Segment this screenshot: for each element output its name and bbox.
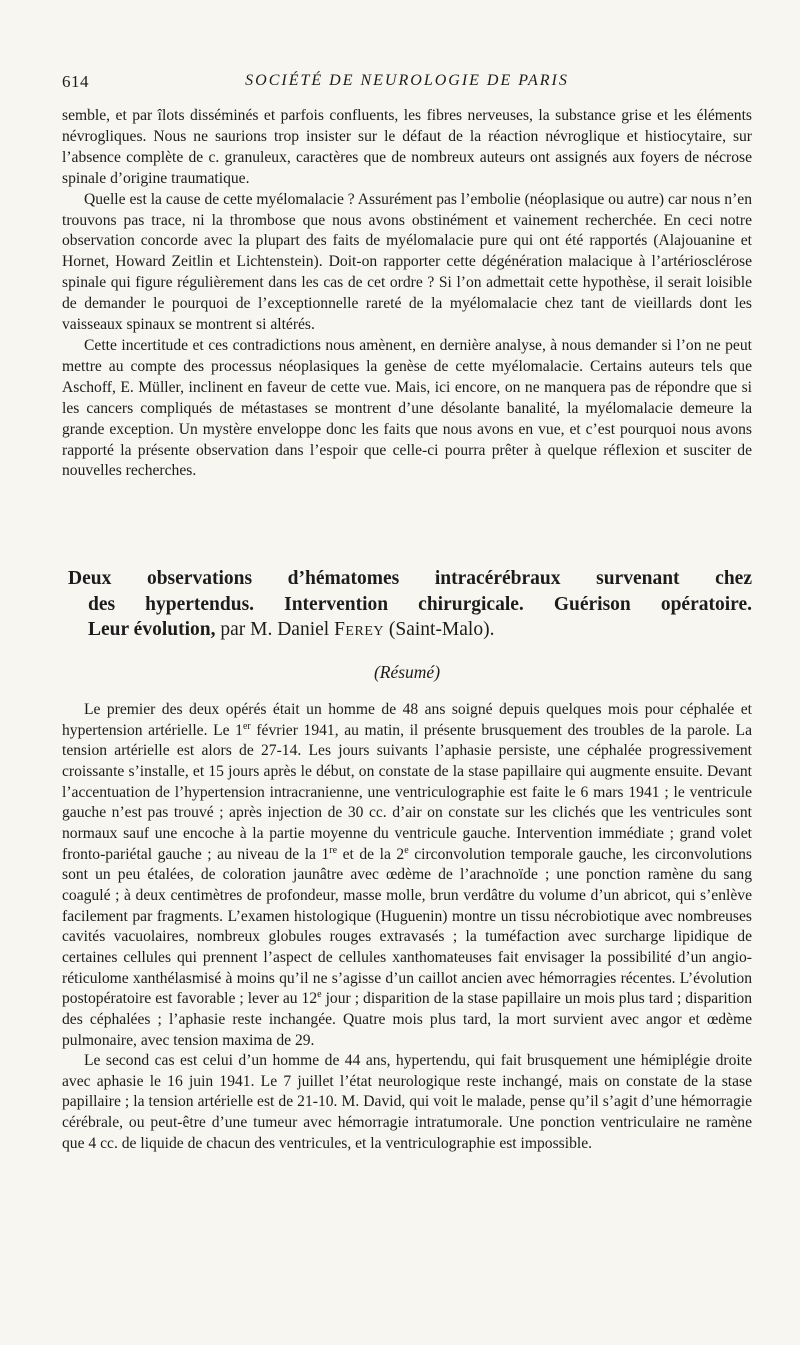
- article-title-line-3: [68, 617, 752, 643]
- article-byline: par M. Daniel: [215, 619, 335, 640]
- running-title: SOCIÉTÉ DE NEUROLOGIE DE PARIS: [245, 72, 569, 89]
- superscript-e: e: [404, 844, 409, 856]
- intro-paragraph-1: semble, et par îlots disséminés et parfois confluents, les fibres nerveuses, la substance grise et les éléments névrogliques. Nous ne saurions trop insister sur le défaut de la réaction névroglique et histiocytaire, sur l’absence complète de c. granuleux, caractères que de nombreux auteurs ont assignés aux foyers de nécrose spinale d’origine traumatique.: [62, 107, 752, 187]
- intro-paragraph-3: Cette incertitude et ces contradictions nous amènent, en dernière analyse, à nous demander si l’on ne peut mettre au compte des processus néoplasiques la genèse de cette myélomalacie. Certains auteurs tels que Aschoff, E. Müller, inclinent en faveur de cette vue. Mais, ici encore, on ne manquera pas de répondre que si les cancers compliqués de métastases se montrent d’une désolante banalité, la myélomalacie demeure la grande exception. Un mystère enveloppe donc les faits que nous avons en vue, et c’est pourquoi nous avons rapporté la présente observation dans l’espoir que celle-ci pourra prêter à quelque réflexion et susciter de nouvelles recherches.: [62, 336, 752, 480]
- superscript-re: re: [329, 844, 338, 856]
- article-title: [68, 566, 752, 643]
- previous-article-conclusion: [62, 106, 752, 482]
- article-paragraph-2: Le second cas est celui d’un homme de 44 ans, hypertendu, qui fait brusquement une hémiplégie droite avec aphasie le 16 juin 1941. Le 7 juillet l’état neurologique reste inchangé, mais on constate de la stase papillaire ; la tension artérielle est de 21-10. M. David, qui voit le malade, pense qu’il s’agit d’une hémorragie cérébrale, ou peut-être d’une tumeur avec hémorragie intratumorale. Une ponction ventriculaire ne ramène que 4 cc. de liquide de chacun des ventricules, et la ventriculographie est impossible.: [62, 1052, 752, 1152]
- resume-label: (Résumé): [373, 662, 441, 682]
- article-p1-part-b: février 1941, au matin, il présente brusquement des troubles de la parole. La tension artérielle est alors de 27-14. Les jours suivants l’aphasie persiste, une céphalée progressivement croissante s’installe, et 15 jours après le début, on constate de la stase papillaire qui augmente ensuite. Devant l’accentuation de l’hypertension intracranienne, une ventriculographie est faite le 6 mars 1941 ; le ventricule gauche n’est pas trouvé ; après injection de 30 cc. d’air on constate sur les clichés que les ventricules sont normaux sauf une encoche à la partie moyenne du ventricule gauche. Intervention immédiate ; grand volet fronto-pariétal gauche ; au niveau de la 1: [62, 721, 752, 863]
- author-surname: Ferey: [334, 619, 384, 640]
- article-title-line-2: des hypertendus. Intervention chirurgicale. Guérison opératoire.: [88, 593, 752, 615]
- article-p1-part-d: circonvolution temporale gauche, les circonvolutions sont un peu étalées, de coloration jaunâtre avec œdème de l’arachnoïde ; une ponction ramène du sang coagulé ; à deux centimètres de profondeur, masse molle, brun verdâtre du volume d’un abricot, qui s’enlève facilement par fragments. L’examen histologique (Huguenin) montre un tissu nécrobiotique avec nombreuses cavités vacuolaires, nombreux globules rouges extravasés ; la tuméfaction avec surcharge lipidique de certaines cellules qui prennent l’aspect de cellules xanthomateuses fait envisager la possibilité d’un angio-réticulome xanthélasmisé à moins qu’il ne s’agisse d’un caillot ancien avec hémorragies récentes. L’évolution postopératoire est favorable ; lever au 12: [62, 845, 752, 1008]
- page-header: [62, 72, 752, 94]
- superscript-er: er: [242, 720, 251, 732]
- article-p1-part-a: Le premier des deux opérés était un homme de 48 ans soigné depuis quelques mois pour céphalée et hypertension artérielle. Le 1: [62, 701, 752, 739]
- article-p1-part-e: jour ; disparition de la stase papillaire un mois plus tard ; disparition des céphalées ; l’aphasie reste inchangée. Quatre mois plus tard, la mort survient avec angor et œdème pulmonaire, avec tension maxima de 29.: [62, 990, 752, 1049]
- article-body: [62, 700, 752, 1154]
- article-title-line-1: Deux observations d’hématomes intracérébraux survenant chez: [68, 568, 752, 589]
- superscript-e-2: e: [317, 989, 322, 1000]
- article-paragraph-1: [62, 700, 752, 1051]
- article-title-end: Leur évolution,: [88, 619, 216, 640]
- intro-paragraph-2: Quelle est la cause de cette myélomalacie ? Assurément pas l’embolie (néoplasique ou autre) car nous n’en trouvons pas trace, ni la thrombose que nous avons obstinément et vainement recherchée. En ceci notre observation concorde avec la plupart des faits de myélomalacie pure qui ont été rapportés (Alajouanine et Hornet, Howard Zeitlin et Lichtenstein). Doit-on rapporter cette dégénération malacique à l’artériosclérose spinale qui figure régulièrement dans les cas de cet ordre ? Si l’on admettait cette hypothèse, il serait loisible de demander le pourquoi de l’exceptionnelle rareté de la myélomalacie chez tant de vieillards dont les vaisseaux spinaux se montrent si altérés.: [62, 190, 752, 334]
- page-number: 614: [62, 72, 89, 91]
- article-p1-part-c: et de la 2: [337, 845, 405, 863]
- author-location: (Saint-Malo).: [383, 619, 495, 640]
